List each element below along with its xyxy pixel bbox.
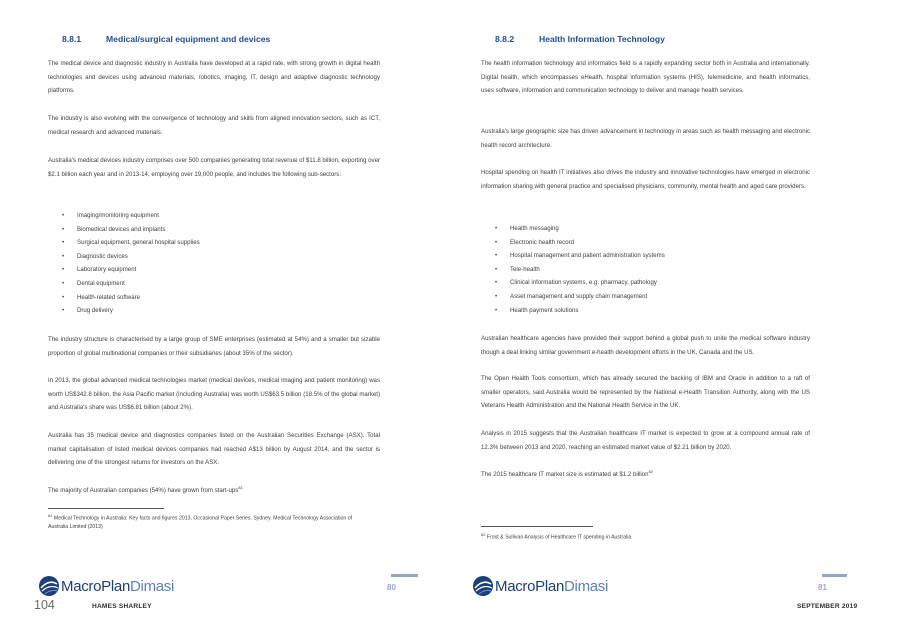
- list-item: • Health payment solutions: [495, 304, 665, 318]
- paragraph: Australia's medical devices industry comprises over 500 companies generating total revenue of $11.8 billion, exporting over $2.1 billion each year and in 2013-14, employing over 19,000 people, and includes the following sub-sectors:: [48, 157, 380, 178]
- logo-wordmark: MacroPlanDimasi: [495, 577, 609, 595]
- health-it-list: [495, 222, 665, 317]
- list-item: • Asset management and supply chain management: [495, 290, 665, 304]
- heading-number: 8.8.2: [495, 34, 515, 44]
- paragraph: Hospital spending on health IT initiatives also drives the industry and innovative technologies have emerged in electronic information sharing with general practice and specialised physicians, community, mental health and aged care providers.: [481, 169, 810, 190]
- paragraph: [48, 484, 380, 498]
- list-item: • Health-related software: [62, 291, 200, 305]
- footnote-reference[interactable]: 81: [238, 484, 243, 490]
- footnote-text: Frost & Sullivan Analysis of Healthcare IT spending in Australia: [486, 534, 632, 541]
- footnote: [48, 512, 358, 531]
- paragraph: Australian healthcare agencies have provided their support behind a global push to unite the medical software industry though a deal linking similar government e-health development efforts in the UK, Canada and the US.: [481, 335, 810, 356]
- list-item: • Hospital management and patient administration systems: [495, 249, 665, 263]
- footnote-text: Medical Technology in Australia: Key facts and figures 2013, Occasional Paper Series. Sydney. Medical Technology Association of Australia Limited (2013): [48, 515, 353, 530]
- company-logo-right: [472, 574, 608, 598]
- list-item: • Dental equipment: [62, 277, 200, 291]
- paragraph: The health information technology and informatics field is a rapidly expanding sector both in Australia and internationally. Digital health, which encompasses eHealth, hospital information systems (HIS), telemedicine, and health informatics, uses software, information and communication technology to deliver and manage health services.: [481, 60, 810, 95]
- list-item: • Diagnostic devices: [62, 250, 200, 264]
- paragraph: Australia's large geographic size has driven advancement in technology in areas such as health messaging and electronic health record architecture.: [481, 128, 810, 149]
- footnote-divider: [48, 508, 164, 509]
- heading-title: Medical/surgical equipment and devices: [106, 34, 271, 44]
- list-item: • Imaging/monitoring equipment: [62, 209, 200, 223]
- list-item: • Clinical information systems, e.g. pharmacy, pathology: [495, 276, 665, 290]
- list-item: • Surgical equipment, general hospital supplies: [62, 236, 200, 250]
- page-number-bar: [391, 574, 418, 577]
- company-logo-left: [38, 574, 174, 598]
- footnote: [481, 531, 791, 543]
- paragraph: The industry is also evolving with the convergence of technology and skills from aligned innovation sectors, such as ICT, medical research and advanced materials.: [48, 115, 380, 136]
- paragraph: In 2013, the global advanced medical technologies market (medical devices, medical imaging and patient monitoring) was worth US$342.8 billion, the Asia Pacific market (including Australia) was worth US$63.5 billion (18.5% of the global market) and Australia's share was US$6.81 billion (about 2%).: [48, 377, 380, 412]
- footnote-reference[interactable]: 82: [648, 468, 654, 474]
- page-number: 81: [818, 583, 827, 592]
- list-item: • Electronic health record: [495, 236, 665, 250]
- heading-title: Health Information Technology: [539, 34, 665, 44]
- page-number-bar: [822, 574, 847, 577]
- paragraph: The industry structure is characterised by a large group of SME enterprises (estimated at 54%) and a smaller but sizable proportion of global multinational companies or their subsidiaries (about 35% of the sector).: [48, 336, 380, 357]
- footnote-divider: [481, 526, 593, 527]
- paragraph: The Open Health Tools consortium, which has already secured the backing of IBM and Oracle in addition to a raft of smaller operators, said Australia would be represented by the National e-Health Transition Authority, along with the US Veterans Health Administration and the National Health Service in the UK.: [481, 375, 810, 410]
- paragraph: Analysis in 2015 suggests that the Australian healthcare IT market is expected to grow at a compound annual rate of 12.3% between 2013 and 2020, reaching an estimated market value of $2.21 billion by 2020.: [481, 430, 810, 451]
- list-item: • Drug delivery: [62, 304, 200, 318]
- globe-logo-icon: [38, 575, 60, 597]
- page-number: 80: [387, 583, 396, 592]
- document-page-number: 104: [34, 598, 55, 612]
- logo-wordmark: MacroPlanDimasi: [61, 577, 175, 595]
- paragraph: Australia has 35 medical device and diagnostics companies listed on the Australian Securities Exchange (ASX). Total market capitalisation of listed medical devices companies had reached A$13 billion by August 2014, and the sector is delivering one of the strongest returns for investors on the ASX.: [48, 432, 380, 467]
- paragraph: [481, 468, 810, 482]
- heading-number: 8.8.1: [62, 34, 82, 44]
- footnote-number: 82: [481, 532, 486, 537]
- author-label: HAMES SHARLEY: [92, 603, 152, 610]
- date-label: SEPTEMBER 2019: [797, 603, 858, 610]
- section-heading-882: [495, 34, 665, 44]
- paragraph-text: The majority of Australian companies (54%) have grown from start-ups: [48, 487, 239, 494]
- footnote-number: 81: [48, 513, 53, 518]
- list-item: • Health messaging: [495, 222, 665, 236]
- section-heading-881: [62, 34, 270, 44]
- paragraph-text: The 2015 healthcare IT market size is estimated at $1.2 billion: [481, 471, 649, 478]
- list-item: • Biomedical devices and implants: [62, 223, 200, 237]
- globe-logo-icon: [472, 575, 494, 597]
- paragraph: The medical device and diagnostic industry in Australia have developed at a rapid rate, with strong growth in digital health technologies and devices using advanced materials, robotics, imaging, IT, design and adaptive diagnostic technology platforms.: [48, 60, 380, 95]
- subsector-list: [62, 209, 200, 318]
- list-item: • Tele-health: [495, 263, 665, 277]
- list-item: • Laboratory equipment: [62, 263, 200, 277]
